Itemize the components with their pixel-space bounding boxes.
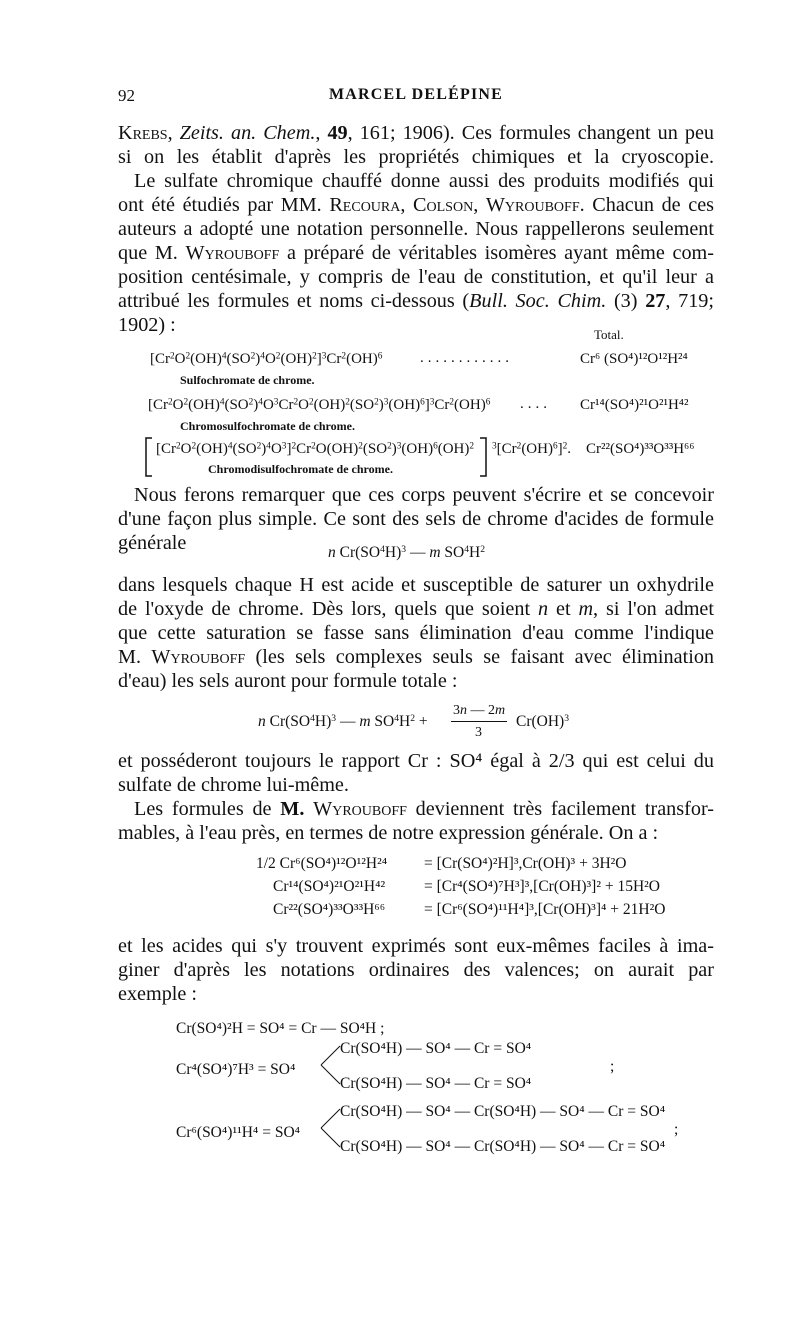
branch-lines (320, 1107, 342, 1149)
text-line: que M. Wyrouboff a préparé de véritables isomères ayant même com- (118, 242, 714, 264)
text-line: Les formules de M. Wyrouboff deviennent très facilement transfor- (134, 798, 714, 820)
text-line: et posséderont toujours le rapport Cr : SO⁴ égal à 2/3 qui est celui du (118, 750, 714, 772)
leader-dots: .... (520, 396, 551, 412)
total-header: Total. (594, 327, 624, 342)
text-line: et les acides qui s'y trouvent exprimés sont eux-mêmes faciles à ima- (118, 935, 714, 957)
left-bracket (144, 437, 154, 477)
struct-3-end: ; (674, 1121, 679, 1138)
struct-3-bottom: Cr(SO⁴H) — SO⁴ — Cr(SO⁴H) — SO⁴ — Cr = SO⁴ (340, 1138, 666, 1155)
page-header (118, 86, 714, 110)
text-line: exemple : (118, 983, 198, 1005)
total-3: Cr²²(SO⁴)³³O³³H⁶⁶ (586, 441, 695, 457)
text-line: auteurs a adopté une notation personnelle. Nous rappellerons seulement (118, 218, 714, 240)
formula-3-suffix: $^3[Cr^2(OH)^6]^2$. (492, 441, 572, 457)
struct-2-bottom: Cr(SO⁴H) — SO⁴ — Cr = SO⁴ (340, 1075, 532, 1092)
formula-3: $[Cr^2O^2(OH)^4(SO^2)^4O^3]^2Cr^2O(OH)^2(SO^2)^3(OH)^6(OH)^2$ (156, 441, 475, 457)
text-line: que cette saturation se fasse sans élimination d'eau comme l'indique (118, 622, 714, 644)
caption-2: Chromosulfochromate de chrome. (180, 419, 355, 433)
struct-2-top: Cr(SO⁴H) — SO⁴ — Cr = SO⁴ (340, 1040, 532, 1057)
right-bracket (478, 437, 488, 477)
struct-3-lhs: Cr⁶(SO⁴)¹¹H⁴ = SO⁴ (176, 1124, 301, 1141)
eq-1-rhs: = [Cr(SO⁴)²H]³,Cr(OH)³ + 3H²O (424, 855, 627, 872)
fraction-bar (451, 721, 507, 722)
eq-2-lhs: Cr¹⁴(SO⁴)²¹O²¹H⁴² (273, 878, 386, 895)
struct-2-end: ; (610, 1058, 615, 1075)
formula-2: $[Cr^2O^2(OH)^4(SO^2)^4O^3Cr^2O^2(OH)^2(SO^2)^3(OH)^6]^3Cr^2(OH)^6$ (148, 397, 491, 413)
text-line: 1902) : (118, 314, 176, 336)
fraction-denominator: 3 (475, 725, 482, 740)
text-line: M. Wyrouboff (les sels complexes seuls se faisant avec élimination (118, 646, 715, 668)
total-formula: n $Cr(SO^4H)^3$ — m $SO^4H^2$ + (258, 713, 428, 730)
text-line: attribué les formules et noms ci-dessous (Bull. Soc. Chim. (3) 27, 719; (118, 290, 715, 312)
eq-1-lhs: 1/2 Cr⁶(SO⁴)¹²O¹²H²⁴ (256, 855, 388, 872)
text-line: ont été étudiés par MM. Recoura, Colson, Wyrouboff. Chacun de ces (118, 194, 715, 216)
eq-2-rhs: = [Cr⁴(SO⁴)⁷H³]³,[Cr(OH)³]² + 15H²O (424, 878, 661, 895)
running-title: MARCEL DELÉPINE (328, 86, 504, 103)
branch-lines (320, 1044, 342, 1086)
text-line: si on les établit d'après les propriétés chimiques et la cryoscopie. (118, 146, 714, 168)
text-line: dans lesquels chaque H est acide et susceptible de saturer un oxhydrile (118, 574, 714, 596)
text-line: de l'oxyde de chrome. Dès lors, quels que soient n et m, si l'on admet (118, 598, 714, 620)
leader-dots: ............ (420, 350, 513, 366)
text-line: giner d'après les notations ordinaires des valences; on aurait par (118, 959, 714, 981)
fraction-numerator: 3n — 2m (453, 703, 506, 718)
struct-1: Cr(SO⁴)²H = SO⁴ = Cr — SO⁴H ; (176, 1020, 385, 1037)
total-formula-end: Cr(OH)$^3$ (516, 713, 570, 730)
text-line: d'eau) les sels auront pour formule totale : (118, 670, 458, 692)
general-formula: n $Cr(SO^4H)^3$ — m $SO^4H^2$ (328, 544, 486, 561)
text-line: sulfate de chrome lui-même. (118, 774, 349, 796)
eq-3-rhs: = [Cr⁶(SO⁴)¹¹H⁴]³,[Cr(OH)³]⁴ + 21H²O (424, 901, 666, 918)
text-line: générale (118, 532, 187, 554)
text-line: Nous ferons remarquer que ces corps peuvent s'écrire et se concevoir (134, 484, 714, 506)
formula-1: $[Cr^2O^2(OH)^4(SO^2)^4O^2(OH)^2]^3Cr^2(OH)^6$ (150, 351, 383, 367)
total-2: Cr¹⁴(SO⁴)²¹O²¹H⁴² (580, 397, 689, 413)
caption-1: Sulfochromate de chrome. (180, 373, 315, 387)
caption-3: Chromodisulfochromate de chrome. (208, 462, 393, 476)
text-line: d'une façon plus simple. Ce sont des sels de chrome d'acides de formule (118, 508, 714, 530)
total-1: Cr⁶ (SO⁴)¹²O¹²H²⁴ (580, 351, 688, 367)
struct-2-lhs: Cr⁴(SO⁴)⁷H³ = SO⁴ (176, 1061, 296, 1078)
text-line: Le sulfate chromique chauffé donne aussi des produits modifiés qui (134, 170, 714, 192)
struct-3-top: Cr(SO⁴H) — SO⁴ — Cr(SO⁴H) — SO⁴ — Cr = SO⁴ (340, 1103, 666, 1120)
text-line: Krebs, Zeits. an. Chem., 49, 161; 1906). Ces formules changent un peu (118, 122, 715, 144)
eq-3-lhs: Cr²²(SO⁴)³³O³³H⁶⁶ (273, 901, 386, 918)
text-line: mables, à l'eau près, en termes de notre expression générale. On a : (118, 822, 659, 844)
text-line: position centésimale, y compris de l'eau de constitution, et qu'il leur a (118, 266, 714, 288)
page-number: 92 (118, 86, 135, 105)
